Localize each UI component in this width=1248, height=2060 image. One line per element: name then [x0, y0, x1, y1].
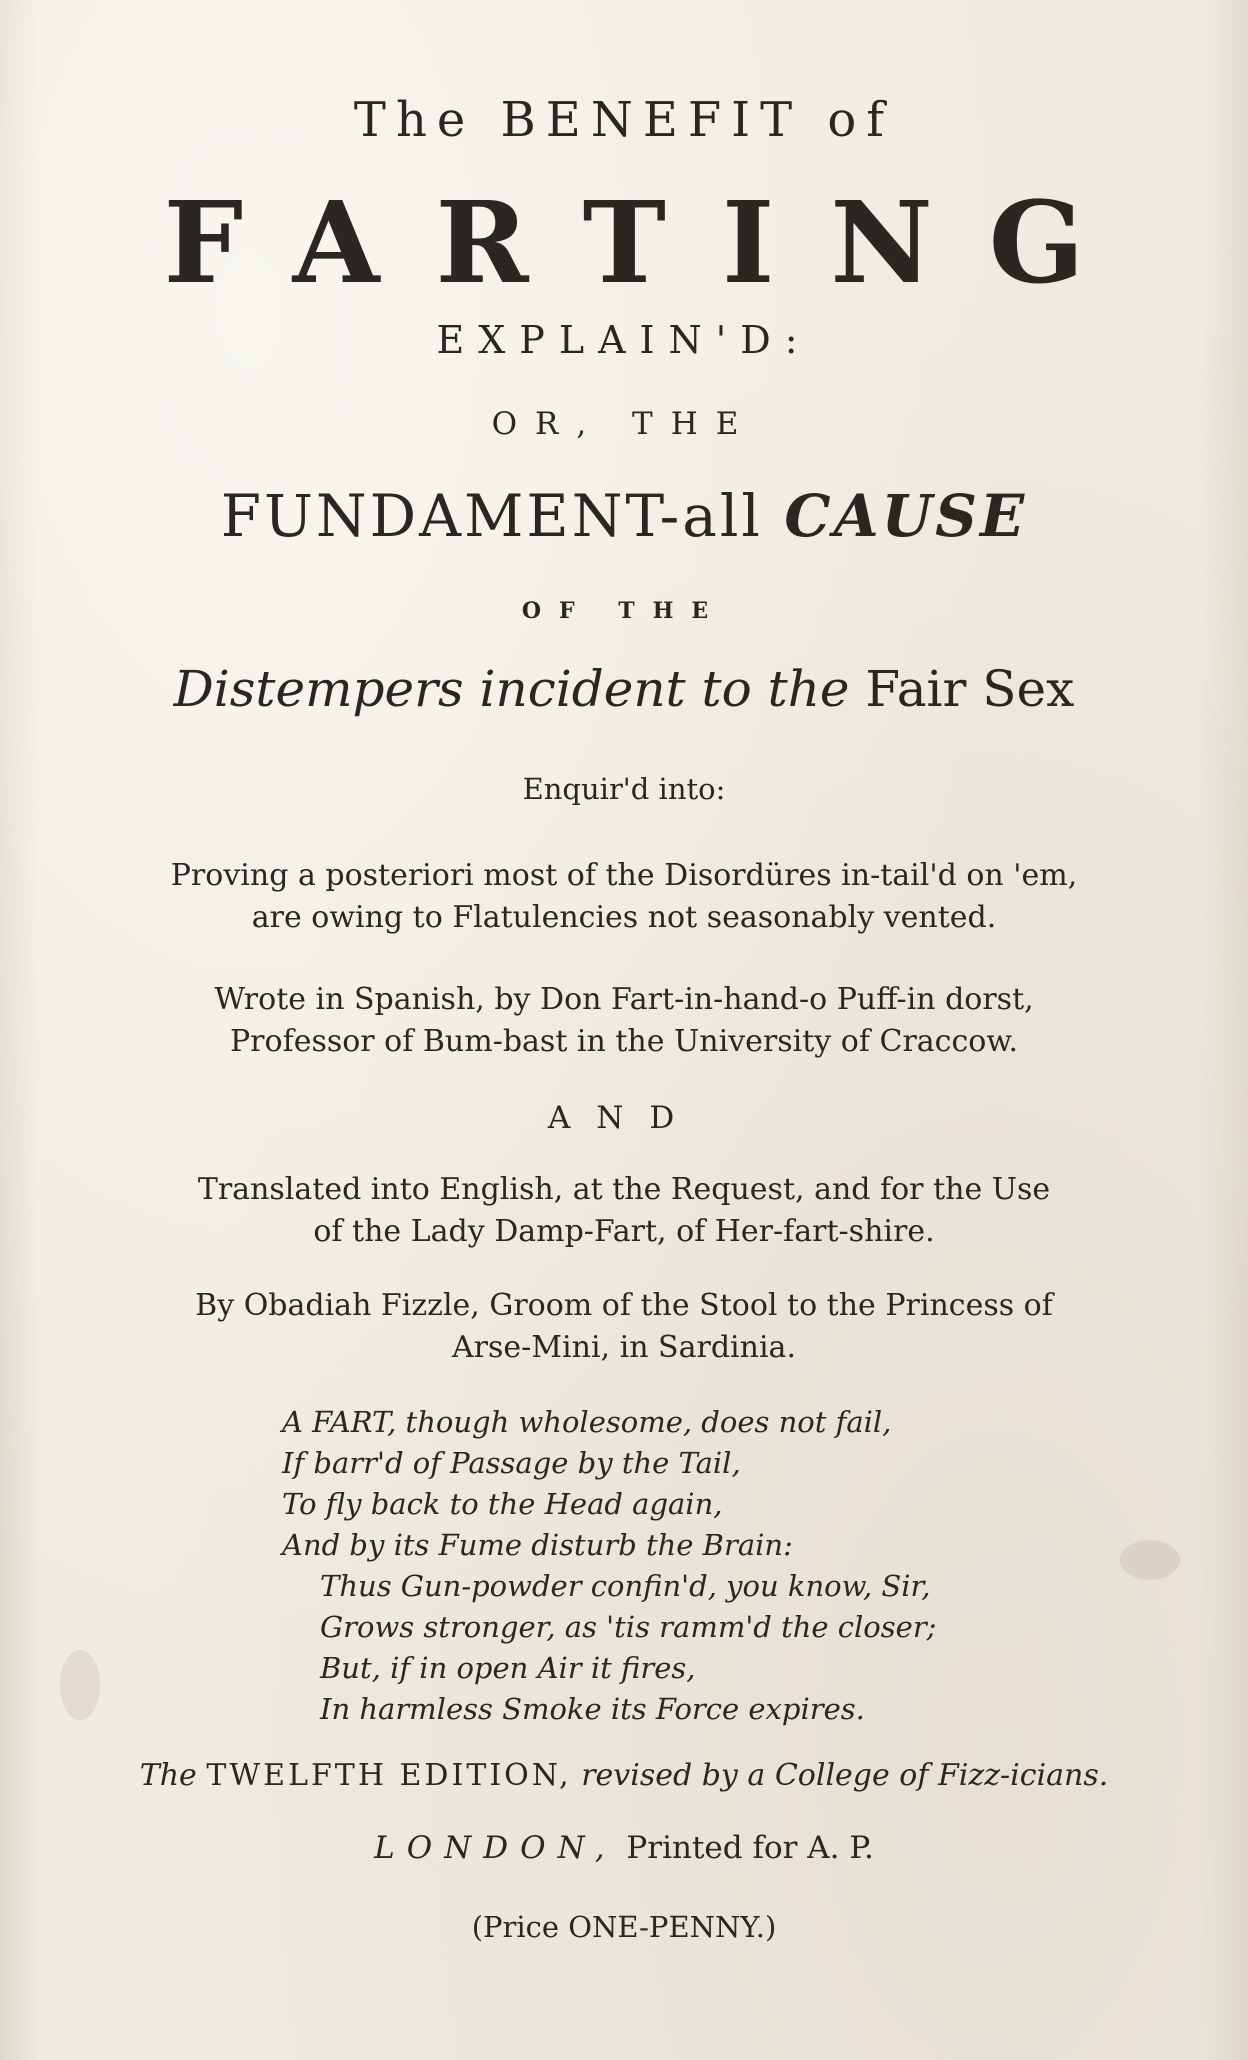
proving-line-2: are owing to Flatulencies not seasonably vented. — [251, 900, 997, 935]
fundament-text: FUNDAMENT-all — [220, 482, 763, 550]
verse-line: Grows stronger, as 'tis ramm'd the closer; — [320, 1610, 937, 1644]
title-line-of-the: OF THE — [521, 598, 727, 624]
price-line: (Price ONE-PENNY.) — [471, 1910, 777, 1944]
translation-line-1: Translated into English, at the Request, and for the Use — [197, 1172, 1051, 1207]
title-line-or-the: OR, THE — [491, 406, 757, 442]
verse-line: To fly back to the Head again, — [282, 1487, 723, 1521]
verse-line: But, if in open Air it fires, — [320, 1651, 696, 1685]
title-line-distempers — [0, 660, 1248, 718]
translator-line-1: By Obadiah Fizzle, Groom of the Stool to the Princess of — [195, 1288, 1053, 1323]
title-line-farting: FARTING — [163, 178, 1141, 309]
imprint-line — [0, 1830, 1248, 1866]
verse-line: If barr'd of Passage by the Tail, — [282, 1446, 741, 1480]
verse-line: And by its Fume disturb the Brain: — [282, 1528, 793, 1562]
title-line-fundament — [0, 482, 1248, 550]
verse-line: Thus Gun-powder confin'd, you know, Sir, — [320, 1569, 931, 1603]
imprint-printed: Printed for A. P. — [626, 1830, 874, 1866]
verse-line: In harmless Smoke its Force expires. — [320, 1692, 865, 1726]
author-line-1: Wrote in Spanish, by Don Fart-in-hand-o Puff-in dorst, — [214, 982, 1034, 1017]
distempers-text: Distempers incident to the — [173, 660, 850, 718]
edition-revised: revised by a College of Fizz-icians. — [581, 1758, 1109, 1793]
proving-line-1: Proving a posteriori most of the Disordüres in-tail'd on 'em, — [170, 858, 1078, 893]
edition-twelfth: TWELFTH EDITION, — [206, 1758, 572, 1793]
imprint-city: LONDON, — [374, 1830, 617, 1866]
author-line-2: Professor of Bum-bast in the University of Craccow. — [230, 1024, 1018, 1059]
paper-stain — [60, 1650, 100, 1720]
cause-text: CAUSE — [784, 482, 1028, 550]
and-separator: AND — [547, 1100, 701, 1136]
translation-line-2: of the Lady Damp-Fart, of Her-fart-shire. — [313, 1214, 935, 1249]
verse-line: A FART, though wholesome, does not fail, — [282, 1405, 892, 1439]
title-line-explaind: EXPLAIN'D: — [436, 318, 812, 362]
epigraph-verse — [282, 1402, 936, 1730]
title-line-enquird: Enquir'd into: — [522, 772, 726, 806]
paper-stain — [1120, 1540, 1180, 1580]
translator-line-2: Arse-Mini, in Sardinia. — [452, 1330, 796, 1365]
edition-line — [0, 1758, 1248, 1793]
fair-sex-text: Fair Sex — [865, 660, 1075, 718]
edition-the: The — [139, 1758, 197, 1793]
title-line-benefit: The BENEFIT of — [353, 92, 895, 148]
